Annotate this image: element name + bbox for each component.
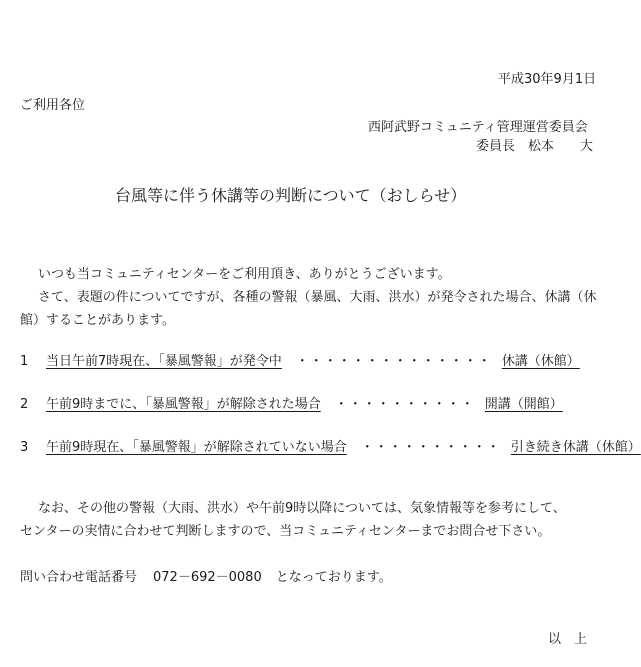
- rule-leader-dots: ・・・・・・・・・・: [360, 440, 501, 455]
- page-title: 台風等に伴う休講等の判断について（おしらせ）: [115, 186, 467, 205]
- contact-line: [20, 570, 392, 586]
- closing-mark: 以 上: [548, 632, 588, 647]
- organization-name: 西阿武野コミュニティ管理運営委員会: [368, 120, 588, 135]
- issue-date: 平成30年9月1日: [498, 72, 597, 87]
- rule-number: 3: [20, 440, 29, 455]
- rule-leader-dots: ・・・・・・・・・・: [334, 397, 475, 412]
- intro-line-1: いつも当コミュニティセンターをご利用頂き、ありがとうございます。: [38, 267, 451, 282]
- intro-line-2: さて、表題の件についてですが、各種の警報（暴風、大雨、洪水）が発令された場合、休講（休: [38, 290, 597, 305]
- rule-condition: 午前9時現在、「暴風警報」が解除されていない場合: [46, 440, 347, 455]
- rule-item-1: [20, 354, 580, 370]
- rule-number: 1: [20, 354, 29, 369]
- rule-action: 引き続き休講（休館）: [510, 440, 641, 455]
- rule-action: 休講（休館）: [501, 354, 580, 369]
- contact-phone: 072－692－0080: [153, 570, 262, 585]
- contact-suffix: となっております。: [275, 570, 392, 585]
- rule-action: 開講（開館）: [484, 397, 563, 412]
- recipient-line: ご利用各位: [20, 98, 86, 113]
- rule-text: [46, 397, 563, 412]
- rule-condition: 当日午前7時現在、「暴風警報」が発令中: [46, 354, 282, 369]
- notes-line-2: センターの実情に合わせて判断しますので、当コミュニティセンターまでお問合せ下さい。: [20, 524, 551, 539]
- notes-line-1: なお、その他の警報（大雨、洪水）や午前9時以降については、気象情報等を参考にして、: [38, 501, 566, 516]
- chair-name: 委員長 松本 大: [476, 139, 594, 154]
- rule-text: [46, 354, 580, 369]
- rule-item-2: [20, 397, 563, 413]
- rule-condition: 午前9時までに、「暴風警報」が解除された場合: [46, 397, 321, 412]
- rule-item-3: [20, 440, 641, 456]
- rule-text: [46, 440, 641, 455]
- rule-number: 2: [20, 397, 29, 412]
- rule-leader-dots: ・・・・・・・・・・・・・・: [295, 354, 492, 369]
- intro-line-3: 館）することがあります。: [20, 313, 175, 328]
- contact-label: 問い合わせ電話番号: [20, 570, 138, 585]
